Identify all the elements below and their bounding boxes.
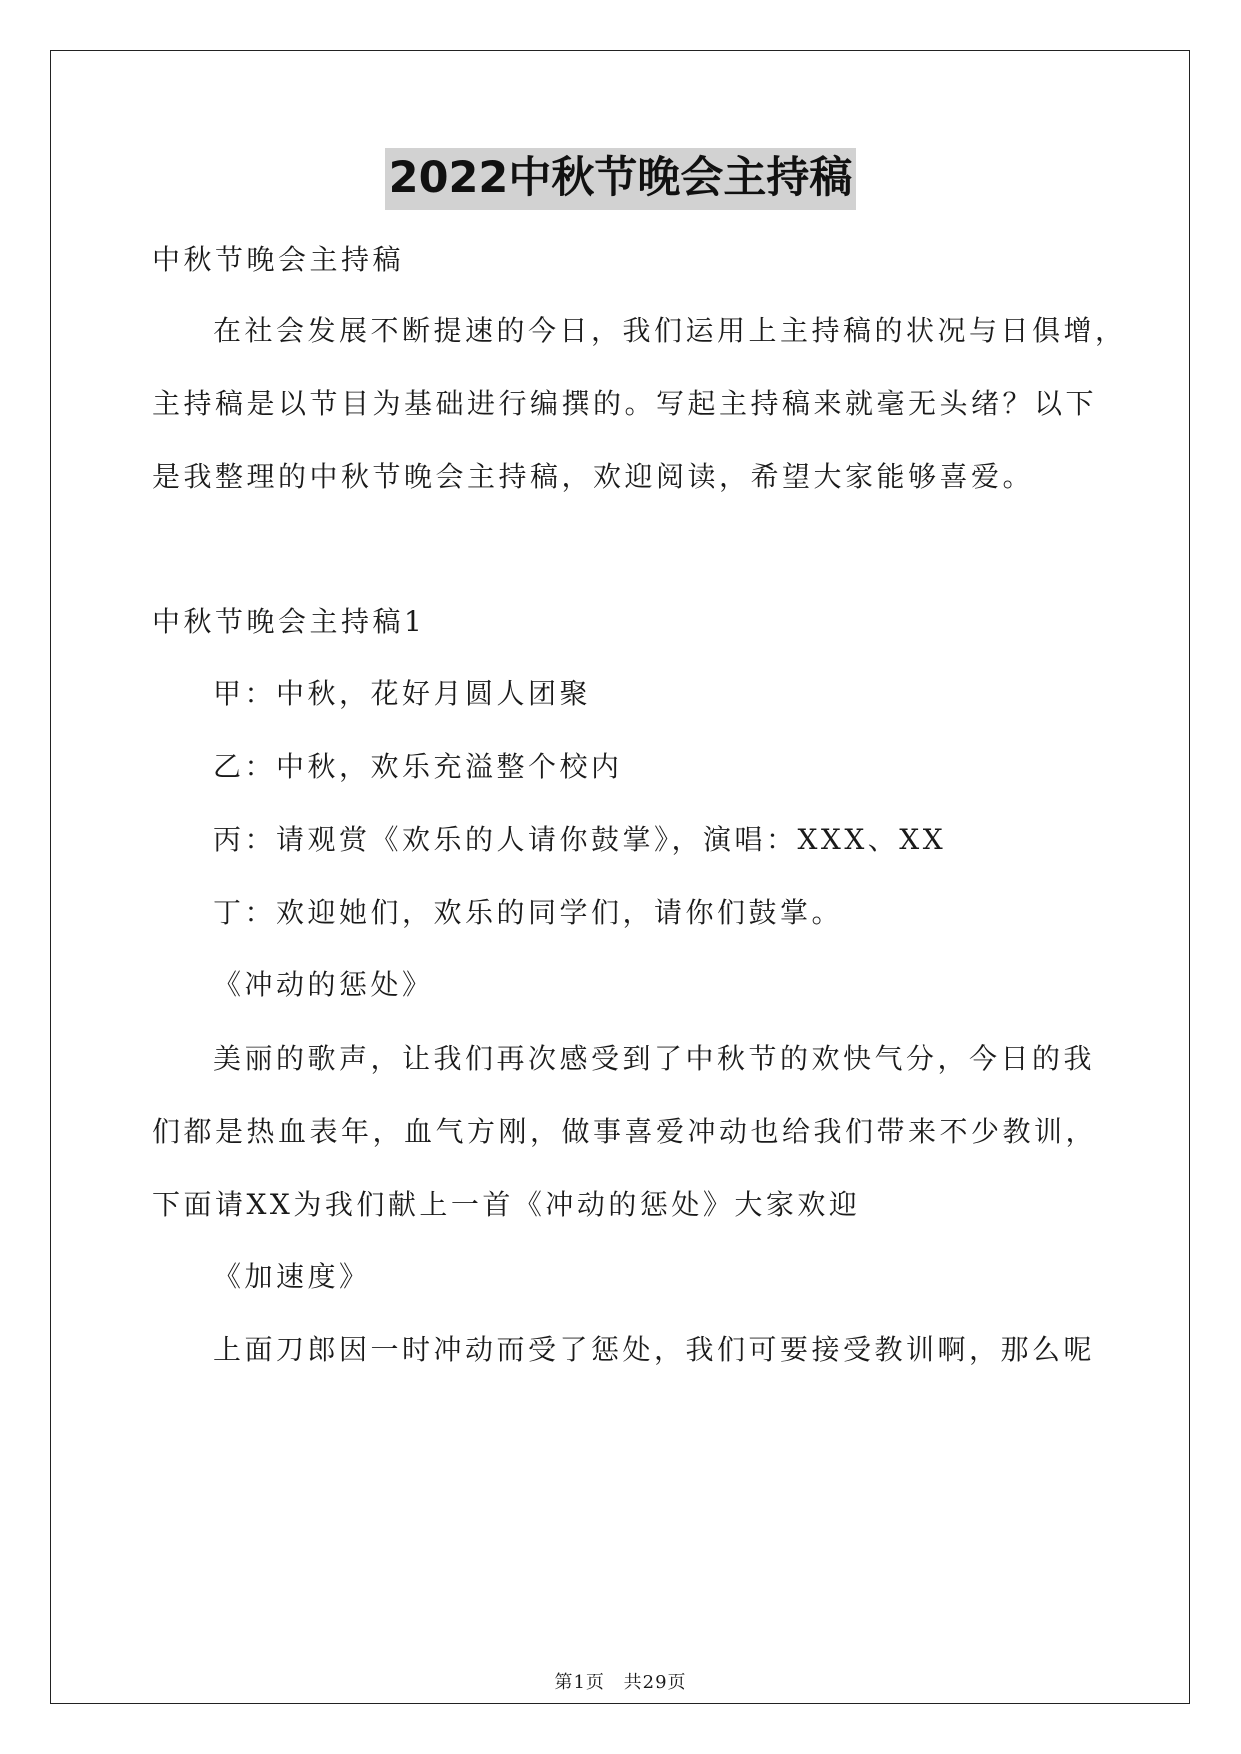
program-title: 《冲动的惩处》 [213,968,434,1001]
section-heading: 中秋节晚会主持稿 [152,243,405,276]
paragraph-line: 是我整理的中秋节晚会主持稿，欢迎阅读，希望大家能够喜爱。 [152,460,1035,493]
program-title: 《加速度》 [213,1260,371,1293]
page-total: 共29页 [623,1672,687,1693]
document-title: 2022中秋节晚会主持稿 [385,148,857,210]
paragraph-line: 在社会发展不断提速的今日，我们运用上主持稿的状况与日俱增， [213,314,1127,347]
page-footer [0,1668,1241,1694]
title-wrapper [0,148,1241,210]
page-border [50,50,1190,1704]
paragraph-line: 上面刀郎因一时冲动而受了惩处，我们可要接受教训啊，那么呢 [213,1333,1096,1366]
paragraph-line: 们都是热血表年，血气方刚，做事喜爱冲动也给我们带来不少教训， [152,1115,1098,1148]
paragraph-line: 丙：请观赏《欢乐的人请你鼓掌》，演唱：XXX、XX [213,823,947,856]
paragraph-line: 乙：中秋，欢乐充溢整个校内 [213,750,623,783]
section-heading: 中秋节晚会主持稿1 [152,605,426,638]
paragraph-line: 丁：欢迎她们，欢乐的同学们，请你们鼓掌。 [213,896,844,929]
paragraph-line: 主持稿是以节目为基础进行编撰的。写起主持稿来就毫无头绪？以下 [152,387,1098,420]
paragraph-line: 美丽的歌声，让我们再次感受到了中秋节的欢快气分，今日的我 [213,1042,1096,1075]
page-number: 第1页 [554,1672,605,1693]
paragraph-line: 甲：中秋，花好月圆人团聚 [213,677,592,710]
paragraph-line: 下面请XX为我们献上一首《冲动的惩处》大家欢迎 [152,1188,861,1221]
